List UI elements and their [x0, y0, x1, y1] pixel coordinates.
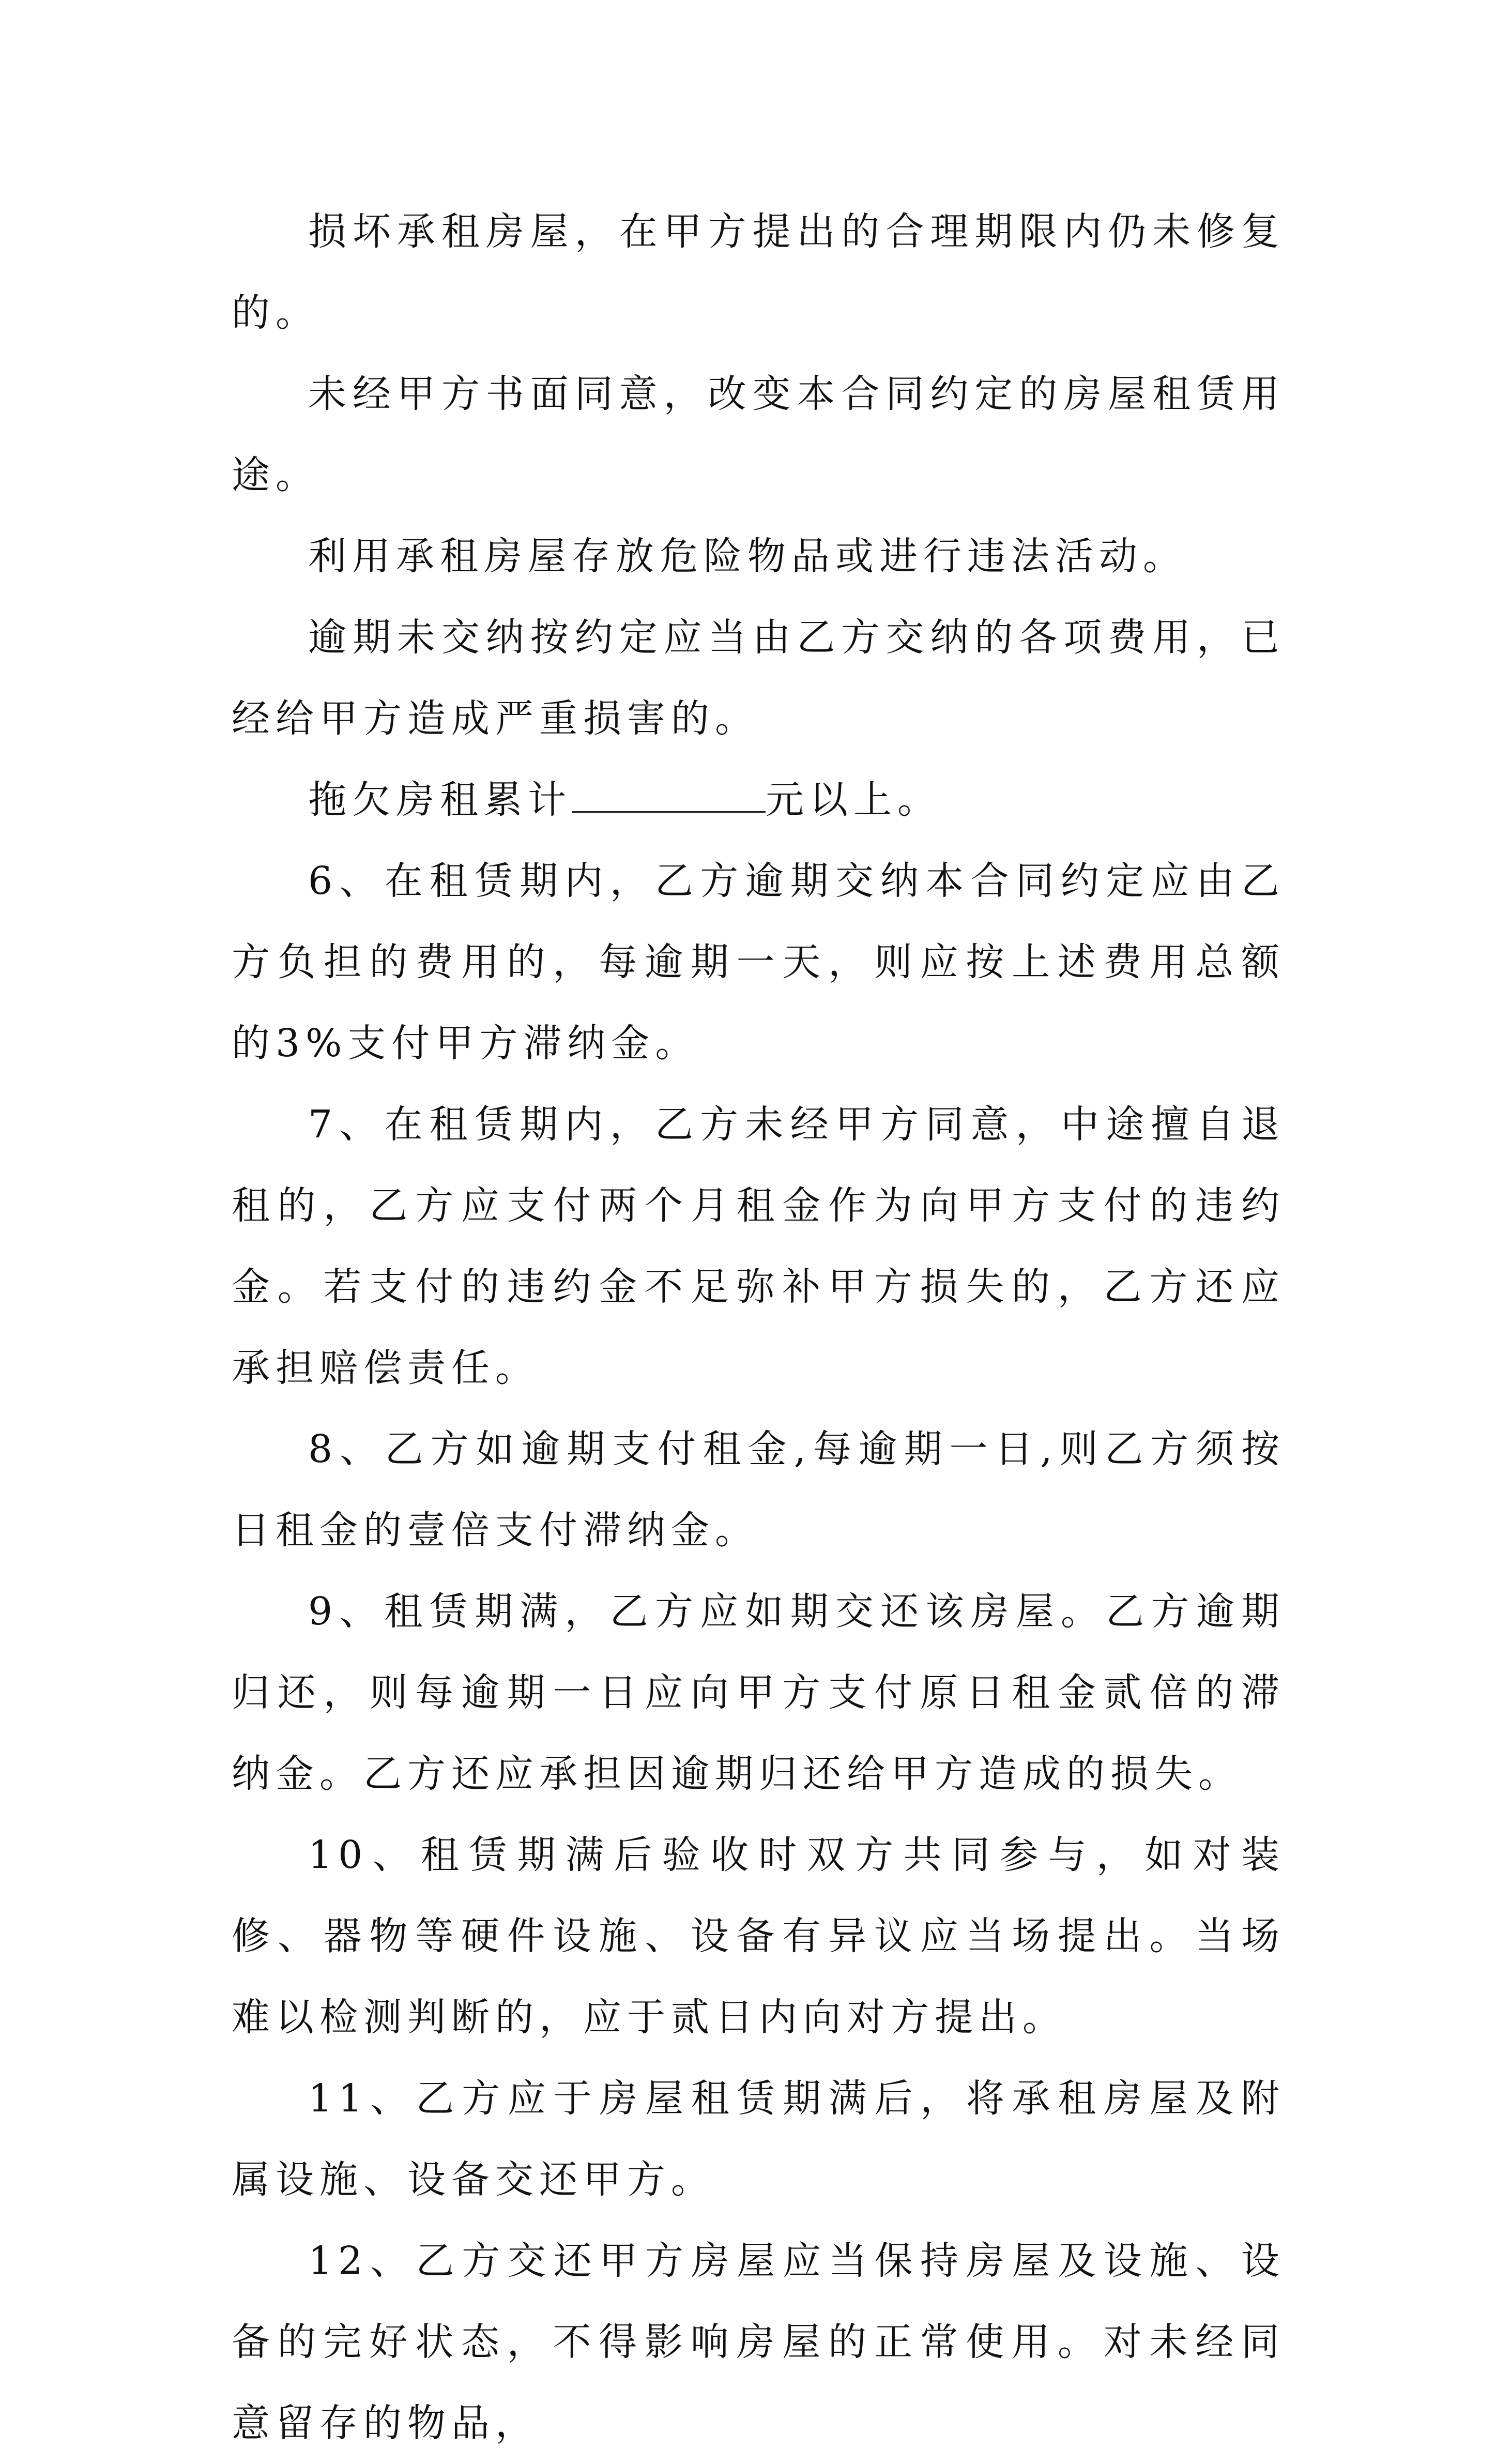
document-body	[232, 191, 1285, 2464]
paragraph-unpaid-fees-clause: 逾期未交纳按约定应当由乙方交纳的各项费用，已经给甲方造成严重损害的。	[232, 615, 1285, 741]
paragraph-item-7: 7、在租赁期内，乙方未经甲方同意，中途擅自退租的，乙方应支付两个月租金作为向甲方支付的违约金。若支付的违约金不足弥补甲方损失的，乙方还应承担赔偿责任。	[232, 1102, 1285, 1390]
paragraph-repair-clause: 损坏承租房屋，在甲方提出的合理期限内仍未修复的。	[232, 209, 1285, 335]
paragraph-usage-clause: 未经甲方书面同意，改变本合同约定的房屋租赁用途。	[232, 372, 1285, 497]
paragraph-item-12: 12、乙方交还甲方房屋应当保持房屋及设施、设备的完好状态，不得影响房屋的正常使用。对未经同意留存的物品，	[232, 2239, 1285, 2445]
paragraph-item-6: 6、在租赁期内，乙方逾期交纳本合同约定应由乙方负担的费用的，每逾期一天，则应按上述费用总额的3%支付甲方滞纳金。	[232, 859, 1285, 1066]
amount-blank-line	[572, 780, 766, 813]
paragraph-item-8: 8、乙方如逾期支付租金,每逾期一日,则乙方须按日租金的壹倍支付滞纳金。	[232, 1427, 1285, 1553]
paragraph-item-10: 10、租赁期满后验收时双方共同参与，如对装修、器物等硬件设施、设备有异议应当场提出。当场难以检测判断的，应于贰日内向对方提出。	[232, 1833, 1285, 2040]
paragraph-item-11: 11、乙方应于房屋租赁期满后，将承租房屋及附属设施、设备交还甲方。	[232, 2076, 1285, 2202]
paragraph-rent-arrears-clause	[232, 759, 1285, 841]
paragraph-item-9: 9、租赁期满，乙方应如期交还该房屋。乙方逾期归还，则每逾期一日应向甲方支付原日租金贰倍的滞纳金。乙方还应承担因逾期归还给甲方造成的损失。	[232, 1589, 1285, 1796]
rent-arrears-text-after: 元以上。	[766, 778, 941, 822]
rent-arrears-text-before: 拖欠房租累计	[308, 778, 572, 822]
paragraph-illegal-activity-clause: 利用承租房屋存放危险物品或进行违法活动。	[308, 534, 1187, 579]
